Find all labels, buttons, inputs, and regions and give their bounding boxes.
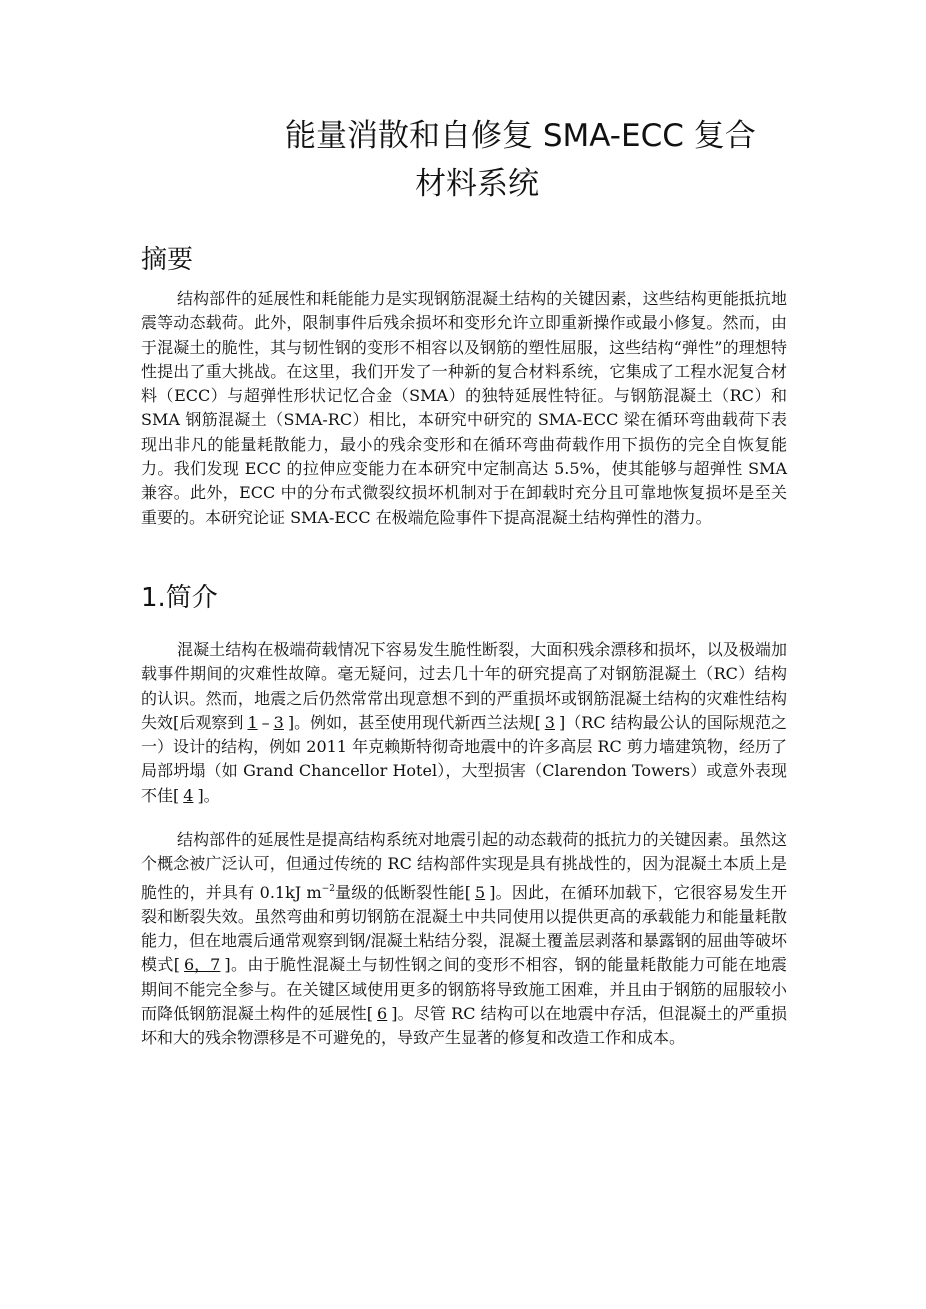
intro-p2-text-c: ]。因此，在循环加载下，它很容易发生开裂和断裂失效。虽然弯曲和剪切钢筋在混凝土中共同使用以提供更高的承载能力和能量耗散能力，但在地震后通常观察到钢/混凝土粘结分裂，混凝土覆盖层剥落和暴露钢的屈曲等破坏模式[: [141, 882, 787, 975]
citation-link[interactable]: 4: [183, 785, 194, 805]
citation-link[interactable]: 6，7: [183, 955, 221, 975]
abstract-text: 结构部件的延展性和耗能能力是实现钢筋混凝土结构的关键因素，这些结构更能抵抗地震等动态载荷。此外，限制事件后残余损坏和变形允许立即重新操作或最小修复。然而，由于混凝土的脆性，其与韧性钢的变形不相容以及钢筋的塑性屈服，这些结构“弹性”的理想特性提出了重大挑战。在这里，我们开发了一种新的复合材料系统，它集成了工程水泥复合材料（ECC）与超弹性形状记忆合金（SMA）的独特延展性特征。与钢筋混凝土（RC）和 SMA 钢筋混凝土（SMA-RC）相比，本研究中研究的 SMA-ECC 梁在循环弯曲载荷下表现出非凡的能量耗散能力，最小的残余变形和在循环弯曲荷载作用下损伤的完全自恢复能力。我们发现 ECC 的拉伸应变能力在本研究中定制高达 5.5%，使其能够与超弹性 SMA 兼容。此外，ECC 中的分布式微裂纹损坏机制对于在卸载时充分且可靠地恢复损坏是至关重要的。本研究论证 SMA-ECC 在极端危险事件下提高混凝土结构弹性的潜力。: [141, 289, 787, 527]
abstract-paragraph: [141, 287, 787, 530]
citation-link[interactable]: 3: [544, 712, 555, 732]
intro-paragraph-1: [141, 638, 787, 808]
citation-dash: –: [261, 712, 270, 732]
intro-p1-text-d: ]。: [197, 785, 220, 805]
intro-p1-text-c: ]（RC 结构最公认的国际规范之一）设计的结构，例如 2011 年克赖斯特彻奇地震中的许多高层 RC 剪力墙建筑物，经历了局部坍塌（如 Grand Chancellor Hotel），大型损害（Clarendon Towers）或意外表现不佳[: [141, 712, 787, 805]
intro-heading: 1.简介: [141, 583, 218, 613]
citation-link[interactable]: 3: [273, 712, 284, 732]
title-line-1: 能量消散和自修复 SMA-ECC 复合: [285, 118, 756, 154]
intro-p1-text-b: ]。例如，甚至使用现代新西兰法规[: [287, 712, 541, 732]
abstract-heading: 摘要: [141, 245, 194, 275]
intro-p1-text-a: 混凝土结构在极端荷载情况下容易发生脆性断裂，大面积残余漂移和损坏，以及极端加载事件期间的灾难性故障。毫无疑问，过去几十年的研究提高了对钢筋混凝土（RC）结构的认识。然而，地震之后仍然常常出现意想不到的严重损坏或钢筋混凝土结构的灾难性结构失效[后观察到: [141, 640, 787, 732]
intro-p2-text-a: 结构部件的延展性是提高结构系统对地震引起的动态载荷的抵抗力的关键因素。虽然这个概念被广泛认可，但通过传统的 RC 结构部件实现是具有挑战性的，因为混凝土本质上是脆性的，并具有 0.1kJ m: [141, 830, 787, 902]
citation-link[interactable]: 6: [377, 1004, 388, 1024]
citation-link[interactable]: 5: [475, 882, 486, 902]
intro-paragraph-2: [141, 828, 787, 1051]
intro-p2-text-b: 量级的低断裂性能[: [334, 882, 471, 902]
citation-link[interactable]: 1: [247, 712, 258, 732]
superscript: −2: [321, 883, 335, 894]
intro-p2-text-d: ]。由于脆性混凝土与韧性钢之间的变形不相容，钢的能量耗散能力可能在地震期间不能完全参与。在关键区域使用更多的钢筋将导致施工困难，并且由于钢筋的屈服较小而降低钢筋混凝土构件的延展性[: [141, 955, 787, 1024]
title-line-2: 材料系统: [415, 166, 539, 202]
intro-p2-text-e: ]。尽管 RC 结构可以在地震中存活，但混凝土的严重损坏和大的残余物漂移是不可避免的，导致产生显著的修复和改造工作和成本。: [141, 1004, 787, 1048]
